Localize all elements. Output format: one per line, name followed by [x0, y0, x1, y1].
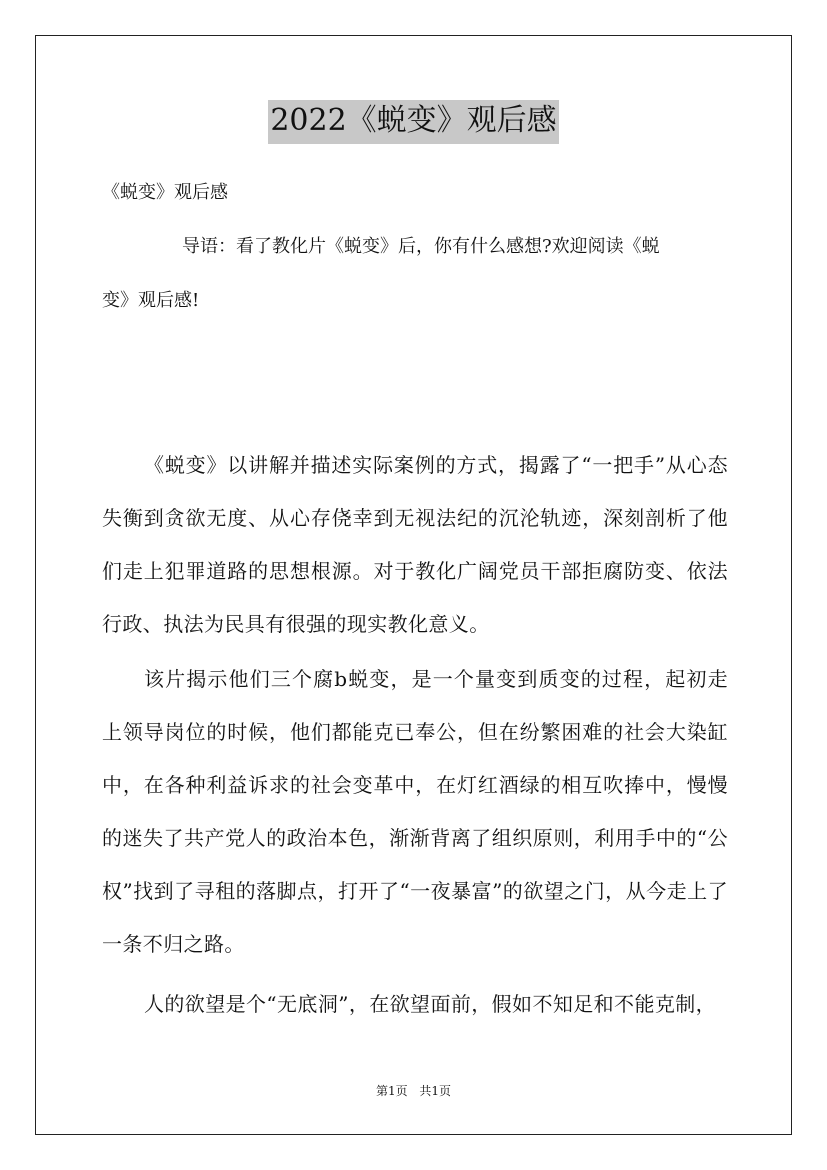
title-container	[0, 100, 827, 144]
document-subtitle: 《蜕变》观后感	[102, 182, 228, 203]
body-paragraph-3: 人的欲望是个“无底洞”，在欲望面前，假如不知足和不能克制，	[144, 992, 717, 1016]
page-total: 共1页	[419, 1084, 452, 1098]
body-paragraph-2: 该片揭示他们三个腐b蜕变，是一个量变到质变的过程，起初走上领导岗位的时候，他们都能克已奉公，但在纷繁困难的社会大染缸中，在各种利益诉求的社会变革中，在灯红酒绿的相互吹捧中，慢慢的迷失了共产党人的政治本色，渐渐背离了组织原则，利用手中的“公权”找到了寻租的落脚点，打开了“一夜暴富”的欲望之门，从今走上了一条不归之路。	[102, 667, 728, 956]
document-title: 2022《蜕变》观后感	[268, 100, 558, 144]
page-number: 第1页	[375, 1084, 408, 1098]
page-footer	[0, 1083, 827, 1099]
intro-line-1: 导语：看了教化片《蜕变》后，你有什么感想?欢迎阅读《蜕	[182, 236, 660, 257]
intro-line-2: 变》观后感!	[102, 290, 200, 311]
body-paragraph-1: 《蜕变》以讲解并描述实际案例的方式，揭露了“一把手”从心态失衡到贪欲无度、从心存侥幸到无视法纪的沉沦轨迹，深刻剖析了他们走上犯罪道路的思想根源。对于教化广阔党员干部拒腐防变、依法行政、执法为民具有很强的现实教化意义。	[102, 453, 728, 636]
